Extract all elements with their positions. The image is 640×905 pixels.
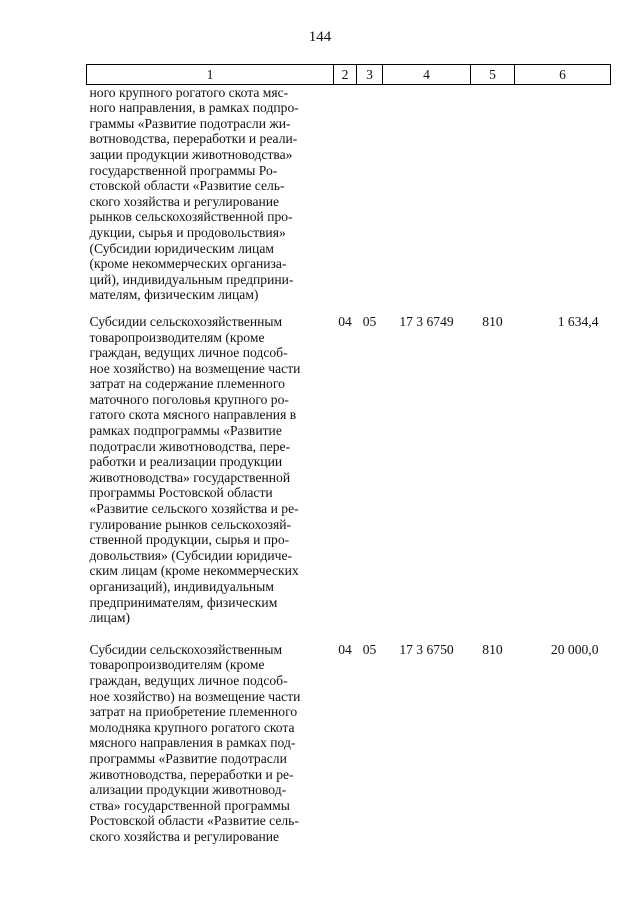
row-description xyxy=(87,303,334,626)
column-header-4: 4 xyxy=(383,65,471,85)
row-amount xyxy=(515,84,611,303)
description-line: животноводства» государственной xyxy=(89,469,291,485)
description-line: стовской области «Развитие сель- xyxy=(89,178,285,194)
row-description xyxy=(87,84,334,303)
description-line: «Развитие сельского хозяйства и ре- xyxy=(89,501,299,517)
description-line: ного крупного рогатого скота мяс- xyxy=(89,84,289,100)
column-header-1: 1 xyxy=(87,65,334,85)
table-row xyxy=(87,84,611,303)
description-line: ского хозяйства и регулирование xyxy=(89,193,280,209)
description-line: вотноводства, переработки и реали- xyxy=(89,131,298,147)
description-line: ственной продукции, сырья и про- xyxy=(89,532,290,548)
description-line: мателям, физическим лицам) xyxy=(89,287,259,303)
row-subsection: 05 xyxy=(362,313,377,329)
description-line: ским лицам (кроме некоммерческих xyxy=(89,563,299,579)
table-row xyxy=(87,626,611,845)
description-line: рынков сельскохозяйственной про- xyxy=(89,209,293,225)
column-header-2: 2 xyxy=(334,65,357,85)
description-line: ное хозяйство) на возмещение части xyxy=(89,688,301,704)
column-header-3: 3 xyxy=(357,65,383,85)
budget-table xyxy=(86,64,611,845)
description-line: затрат на содержание племенного xyxy=(89,376,285,392)
table-body xyxy=(87,84,611,844)
row-target-article: 17 3 6750 xyxy=(399,641,454,657)
description-line: Ростовской области «Развитие сель- xyxy=(89,813,299,829)
description-line: ализации продукции животновод- xyxy=(89,782,287,798)
row-section: 04 xyxy=(338,313,352,329)
description-line: (Субсидии юридическим лицам xyxy=(89,240,274,256)
row-description xyxy=(87,626,334,845)
description-line: предпринимателям, физическим xyxy=(89,594,278,610)
description-line: (кроме некоммерческих организа- xyxy=(89,256,287,272)
row-amount: 1 634,4 xyxy=(557,313,599,329)
row-target-article: 17 3 6749 xyxy=(399,313,454,329)
row-expense-type xyxy=(471,84,515,303)
description-line: ного направления, в рамках подпро- xyxy=(89,100,299,116)
description-line: ций), индивидуальным предприни- xyxy=(89,271,294,287)
row-subsection: 05 xyxy=(362,641,377,657)
description-line: программы Ростовской области xyxy=(89,485,273,501)
description-line: рамках подпрограммы «Развитие xyxy=(89,423,282,439)
page-number: 144 xyxy=(308,29,332,45)
row-amount: 20 000,0 xyxy=(550,641,599,657)
description-line: Субсидии сельскохозяйственным xyxy=(89,641,283,657)
description-line: дукции, сырья и продовольствия» xyxy=(89,224,286,240)
row-expense-type: 810 xyxy=(482,641,503,657)
description-line: мясного направления в рамках под- xyxy=(89,735,296,751)
description-line: граждан, ведущих личное подсоб- xyxy=(89,345,288,361)
description-line: зации продукции животноводства» xyxy=(89,146,293,162)
description-line: товаропроизводителям (кроме xyxy=(89,329,265,345)
description-line: организаций), индивидуальным xyxy=(89,579,274,594)
table-header-row xyxy=(87,65,611,85)
description-line: гулирование рынков сельскохозяй- xyxy=(89,516,292,532)
description-line: товаропроизводителям (кроме xyxy=(89,657,265,673)
description-line: молодняка крупного рогатого скота xyxy=(89,719,295,735)
description-line: ства» государственной программы xyxy=(89,797,290,813)
description-line: программы «Развитие подотрасли xyxy=(89,750,287,766)
description-line: гатого скота мясного направления в xyxy=(89,407,297,423)
row-section xyxy=(334,84,357,303)
description-line: довольствия» (Субсидии юридиче- xyxy=(89,547,293,563)
description-line: граждан, ведущих личное подсоб- xyxy=(89,672,288,688)
description-line: подотрасли животноводства, пере- xyxy=(89,438,291,454)
row-target-article xyxy=(383,84,471,303)
row-expense-type: 810 xyxy=(482,313,503,329)
description-line: животноводства, переработки и ре- xyxy=(89,766,294,782)
row-subsection xyxy=(357,84,383,303)
description-line: граммы «Развитие подотрасли жи- xyxy=(89,115,291,131)
description-line: затрат на приобретение племенного xyxy=(89,704,298,720)
description-line: маточного поголовья крупного ро- xyxy=(89,391,289,407)
description-line: государственной программы Ро- xyxy=(89,162,278,178)
table-row xyxy=(87,303,611,626)
description-line: работки и реализации продукции xyxy=(89,454,283,470)
row-section: 04 xyxy=(338,641,352,657)
description-line: ского хозяйства и регулирование xyxy=(89,828,280,844)
column-header-5: 5 xyxy=(471,65,515,85)
column-header-6: 6 xyxy=(515,65,611,85)
description-line: ное хозяйство) на возмещение части xyxy=(89,360,301,376)
description-line: Субсидии сельскохозяйственным xyxy=(89,313,283,329)
description-line: лицам) xyxy=(89,610,130,626)
